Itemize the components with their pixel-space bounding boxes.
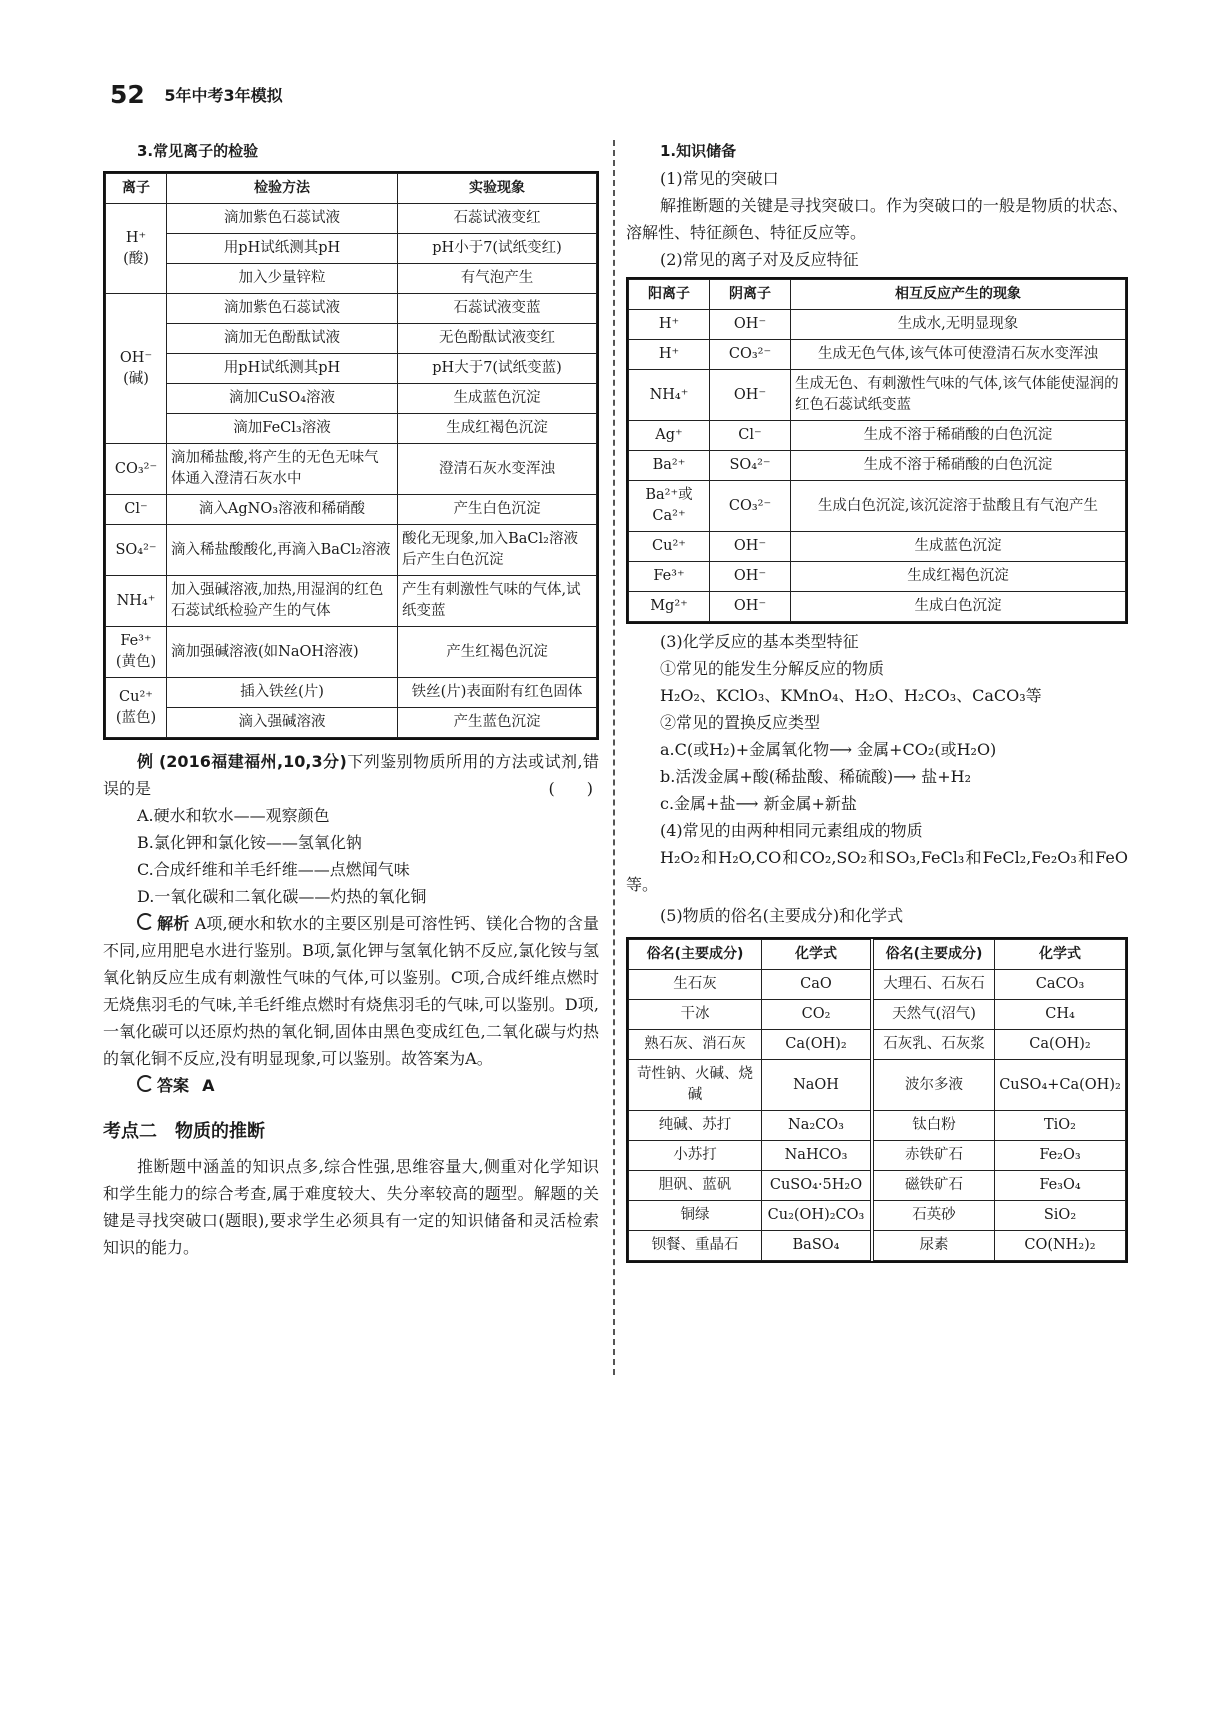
method-cell: 用pH试纸测其pH [167,354,398,384]
option-item: A.硬水和软水——观察颜色 [137,806,330,825]
subsection-title: (4)常见的由两种相同元素组成的物质 [660,821,923,840]
table-row [106,708,597,738]
ion-test-table-frame [103,171,599,740]
common-name-cell: 苛性钠、火碱、烧碱 [629,1060,762,1111]
formula-cell: CaCO₃ [995,970,1126,1000]
formula-cell: NaHCO₃ [762,1141,873,1171]
ion-cell: Fe³⁺ (黄色) [106,627,167,678]
common-name-cell: 小苏打 [629,1141,762,1171]
anion-cell: CO₃²⁻ [710,340,791,370]
formula-cell: Ca(OH)₂ [995,1030,1126,1060]
phenomenon-cell: 生成白色沉淀 [791,592,1126,622]
example-source: (2016福建福州,10,3分) [158,752,347,771]
method-cell: 滴加强碱溶液(如NaOH溶液) [167,627,398,678]
table-row [629,1111,1126,1141]
ion-cell: Cu²⁺ (蓝色) [106,678,167,738]
example-stem [103,748,599,802]
result-cell: pH大于7(试纸变蓝) [398,354,597,384]
text-line: ②常见的置换反应类型 [660,713,821,732]
common-name-cell: 生石灰 [629,970,762,1000]
example-stem-text: 下列鉴别物质所用的方法或试剂,错误的是 [103,752,599,798]
result-cell: 产生红褐色沉淀 [398,627,597,678]
ion-cell: NH₄⁺ [106,576,167,627]
table-row [629,451,1126,481]
formula-cell: CaO [762,970,873,1000]
anion-cell: CO₃²⁻ [710,481,791,532]
anion-cell: SO₄²⁻ [710,451,791,481]
table-header: 化学式 [995,940,1126,970]
result-cell: 产生蓝色沉淀 [398,708,597,738]
formula-cell: Na₂CO₃ [762,1111,873,1141]
table-header: 阳离子 [629,280,710,310]
analysis-text: A项,硬水和软水的主要区别是可溶性钙、镁化合物的含量不同,应用肥皂水进行鉴别。B项,氯化钾与氢氧化钠不反应,氯化铵与氢氧化钠反应生成有刺激性气味的气体,可以鉴别。C项,合成纤维点燃时无烧焦羽毛的气味,羊毛纤维点燃时有烧焦羽毛的气味,可以鉴别。D项,一氧化碳可以还原灼热的氧化铜,固体由黑色变成红色,二氧化碳与灼热的氧化铜不反应,没有明显现象,可以鉴别。故答案为A。 [103,914,599,1068]
table-row [629,370,1126,421]
anion-cell: OH⁻ [710,370,791,421]
example-label: 例 [137,752,154,771]
subsection-title: (2)常见的离子对及反应特征 [660,250,859,269]
page-number: 52 [110,80,145,109]
phenomenon-cell: 生成无色气体,该气体可使澄清石灰水变浑浊 [791,340,1126,370]
table-header: 化学式 [762,940,873,970]
method-cell: 滴入稀盐酸酸化,再滴入BaCl₂溶液 [167,525,398,576]
common-name-cell: 石灰乳、石灰浆 [872,1030,995,1060]
table-row [106,495,597,525]
table-row [106,576,597,627]
result-cell: 铁丝(片)表面附有红色固体 [398,678,597,708]
table-row [629,1000,1126,1030]
text-line: H₂O₂、KClO₃、KMnO₄、H₂O、H₂CO₃、CaCO₃等 [660,686,1042,705]
common-name-cell: 纯碱、苏打 [629,1111,762,1141]
formula-cell: Fe₃O₄ [995,1171,1126,1201]
answer-paren: ( ) [548,779,593,798]
section-title: 1.知识储备 [660,142,737,160]
phenomenon-cell: 生成不溶于稀硝酸的白色沉淀 [791,421,1126,451]
common-name-cell: 胆矾、蓝矾 [629,1171,762,1201]
analysis-label: 解析 [157,914,190,933]
option-item: C.合成纤维和羊毛纤维——点燃闻气味 [137,860,410,879]
formula-cell: BaSO₄ [762,1231,873,1261]
kaodian-title: 考点二 物质的推断 [103,1121,265,1142]
phenomenon-cell: 生成无色、有刺激性气味的气体,该气体能使湿润的红色石蕊试纸变蓝 [791,370,1126,421]
method-cell: 滴加紫色石蕊试液 [167,294,398,324]
cation-cell: Fe³⁺ [629,562,710,592]
kaodian-intro: 推断题中涵盖的知识点多,综合性强,思维容量大,侧重对化学知识和学生能力的综合考查,属于难度较大、失分率较高的题型。解题的关键是寻找突破口(题眼),要求学生必须具有一定的知识储备和灵活检索知识的能力。 [103,1157,599,1257]
formula-cell: TiO₂ [995,1111,1126,1141]
cation-cell: H⁺ [629,310,710,340]
ion-pair-table [628,279,1126,622]
option-item: D.一氧化碳和二氧化碳——灼热的氧化铜 [137,887,427,906]
common-names-table [628,939,1126,1261]
left-column [103,140,599,1261]
method-cell: 加入强碱溶液,加热,用湿润的红色石蕊试纸检验产生的气体 [167,576,398,627]
cation-cell: Ba²⁺或Ca²⁺ [629,481,710,532]
table-row [106,627,597,678]
table-header: 离子 [106,174,167,204]
book-title: 5年中考3年模拟 [164,86,283,105]
table-header: 检验方法 [167,174,398,204]
ion-pair-table-frame [626,277,1128,624]
phenomenon-cell: 生成白色沉淀,该沉淀溶于盐酸且有气泡产生 [791,481,1126,532]
common-name-cell: 磁铁矿石 [872,1171,995,1201]
common-name-cell: 钡餐、重晶石 [629,1231,762,1261]
ion-cell: Cl⁻ [106,495,167,525]
result-cell: 澄清石灰水变浑浊 [398,444,597,495]
table-row [106,204,597,234]
formula-cell: CO₂ [762,1000,873,1030]
common-name-cell: 尿素 [872,1231,995,1261]
common-name-cell: 天然气(沼气) [872,1000,995,1030]
phenomenon-cell: 生成红褐色沉淀 [791,562,1126,592]
analysis-paragraph [103,910,599,1072]
cation-cell: Ag⁺ [629,421,710,451]
table-row [629,421,1126,451]
text-line: ①常见的能发生分解反应的物质 [660,659,885,678]
result-cell: 酸化无现象,加入BaCl₂溶液后产生白色沉淀 [398,525,597,576]
answer-label: 答案 [157,1076,190,1095]
subsection-title: (1)常见的突破口 [660,169,779,188]
text-line: a.C(或H₂)+金属氧化物⟶ 金属+CO₂(或H₂O) [660,740,997,759]
method-cell: 滴入AgNO₃溶液和稀硝酸 [167,495,398,525]
result-cell: 无色酚酞试液变红 [398,324,597,354]
method-cell: 插入铁丝(片) [167,678,398,708]
table-row [106,384,597,414]
method-cell: 用pH试纸测其pH [167,234,398,264]
common-name-cell: 大理石、石灰石 [872,970,995,1000]
answer-icon [137,1075,154,1092]
ion-test-table [105,173,597,738]
phenomenon-cell: 生成蓝色沉淀 [791,532,1126,562]
cation-cell: Mg²⁺ [629,592,710,622]
formula-cell: Ca(OH)₂ [762,1030,873,1060]
formula-cell: CO(NH₂)₂ [995,1231,1126,1261]
analysis-icon [137,913,154,930]
table-header: 相互反应产生的现象 [791,280,1126,310]
result-cell: 生成蓝色沉淀 [398,384,597,414]
table-row [629,1171,1126,1201]
table-header: 俗名(主要成分) [872,940,995,970]
page-header [110,80,283,109]
formula-cell: Fe₂O₃ [995,1141,1126,1171]
phenomenon-cell: 生成不溶于稀硝酸的白色沉淀 [791,451,1126,481]
table-row [629,532,1126,562]
table-row [629,562,1126,592]
cation-cell: Ba²⁺ [629,451,710,481]
table-row [629,970,1126,1000]
column-divider [613,140,615,1375]
cation-cell: Cu²⁺ [629,532,710,562]
table-row [106,414,597,444]
table-row [629,592,1126,622]
paragraph: 解推断题的关键是寻找突破口。作为突破口的一般是物质的状态、溶解性、特征颜色、特征反应等。 [626,196,1128,242]
common-names-table-frame [626,937,1128,1263]
common-name-cell: 干冰 [629,1000,762,1030]
section-title: 3.常见离子的检验 [137,142,259,160]
option-item: B.氯化钾和氯化铵——氢氧化钠 [137,833,362,852]
common-name-cell: 赤铁矿石 [872,1141,995,1171]
result-cell: 产生有刺激性气味的气体,试纸变蓝 [398,576,597,627]
table-row [106,444,597,495]
table-row [106,324,597,354]
table-row [629,1231,1126,1261]
table-row [106,294,597,324]
paragraph: H₂O₂和H₂O,CO和CO₂,SO₂和SO₃,FeCl₃和FeCl₂,Fe₂O₃和FeO等。 [626,848,1128,894]
table-row [106,525,597,576]
method-cell: 滴加稀盐酸,将产生的无色无味气体通入澄清石灰水中 [167,444,398,495]
ion-cell: OH⁻ (碱) [106,294,167,444]
text-line: c.金属+盐⟶ 新金属+新盐 [660,794,857,813]
ion-cell: CO₃²⁻ [106,444,167,495]
formula-cell: CuSO₄·5H₂O [762,1171,873,1201]
result-cell: 有气泡产生 [398,264,597,294]
formula-cell: CuSO₄+Ca(OH)₂ [995,1060,1126,1111]
table-row [629,340,1126,370]
table-header: 阴离子 [710,280,791,310]
method-cell: 滴加无色酚酞试液 [167,324,398,354]
common-name-cell: 波尔多液 [872,1060,995,1111]
formula-cell: SiO₂ [995,1201,1126,1231]
table-row [629,310,1126,340]
common-name-cell: 石英砂 [872,1201,995,1231]
table-row [629,481,1126,532]
method-cell: 加入少量锌粒 [167,264,398,294]
anion-cell: OH⁻ [710,592,791,622]
example-block [103,748,599,1099]
method-cell: 滴加CuSO₄溶液 [167,384,398,414]
table-row [629,1201,1126,1231]
result-cell: 石蕊试液变蓝 [398,294,597,324]
method-cell: 滴加紫色石蕊试液 [167,204,398,234]
anion-cell: OH⁻ [710,562,791,592]
anion-cell: OH⁻ [710,310,791,340]
phenomenon-cell: 生成水,无明显现象 [791,310,1126,340]
common-name-cell: 熟石灰、消石灰 [629,1030,762,1060]
method-cell: 滴入强碱溶液 [167,708,398,738]
result-cell: 产生白色沉淀 [398,495,597,525]
result-cell: 生成红褐色沉淀 [398,414,597,444]
right-column [626,140,1128,1263]
answer-line [103,1072,599,1099]
anion-cell: Cl⁻ [710,421,791,451]
cation-cell: H⁺ [629,340,710,370]
table-header: 俗名(主要成分) [629,940,762,970]
result-cell: 石蕊试液变红 [398,204,597,234]
table-row [106,234,597,264]
result-cell: pH小于7(试纸变红) [398,234,597,264]
table-row [629,1060,1126,1111]
formula-cell: CH₄ [995,1000,1126,1030]
formula-cell: Cu₂(OH)₂CO₃ [762,1201,873,1231]
table-header: 实验现象 [398,174,597,204]
answer-value: A [202,1076,215,1095]
subsection-title: (3)化学反应的基本类型特征 [660,632,859,651]
table-row [106,678,597,708]
ion-cell: SO₄²⁻ [106,525,167,576]
anion-cell: OH⁻ [710,532,791,562]
table-row [106,354,597,384]
table-row [629,1141,1126,1171]
formula-cell: NaOH [762,1060,873,1111]
subsection-title: (5)物质的俗名(主要成分)和化学式 [660,906,904,925]
method-cell: 滴加FeCl₃溶液 [167,414,398,444]
ion-cell: H⁺ (酸) [106,204,167,294]
table-row [106,264,597,294]
table-row [629,1030,1126,1060]
common-name-cell: 铜绿 [629,1201,762,1231]
common-name-cell: 钛白粉 [872,1111,995,1141]
text-line: b.活泼金属+酸(稀盐酸、稀硫酸)⟶ 盐+H₂ [660,767,972,786]
cation-cell: NH₄⁺ [629,370,710,421]
